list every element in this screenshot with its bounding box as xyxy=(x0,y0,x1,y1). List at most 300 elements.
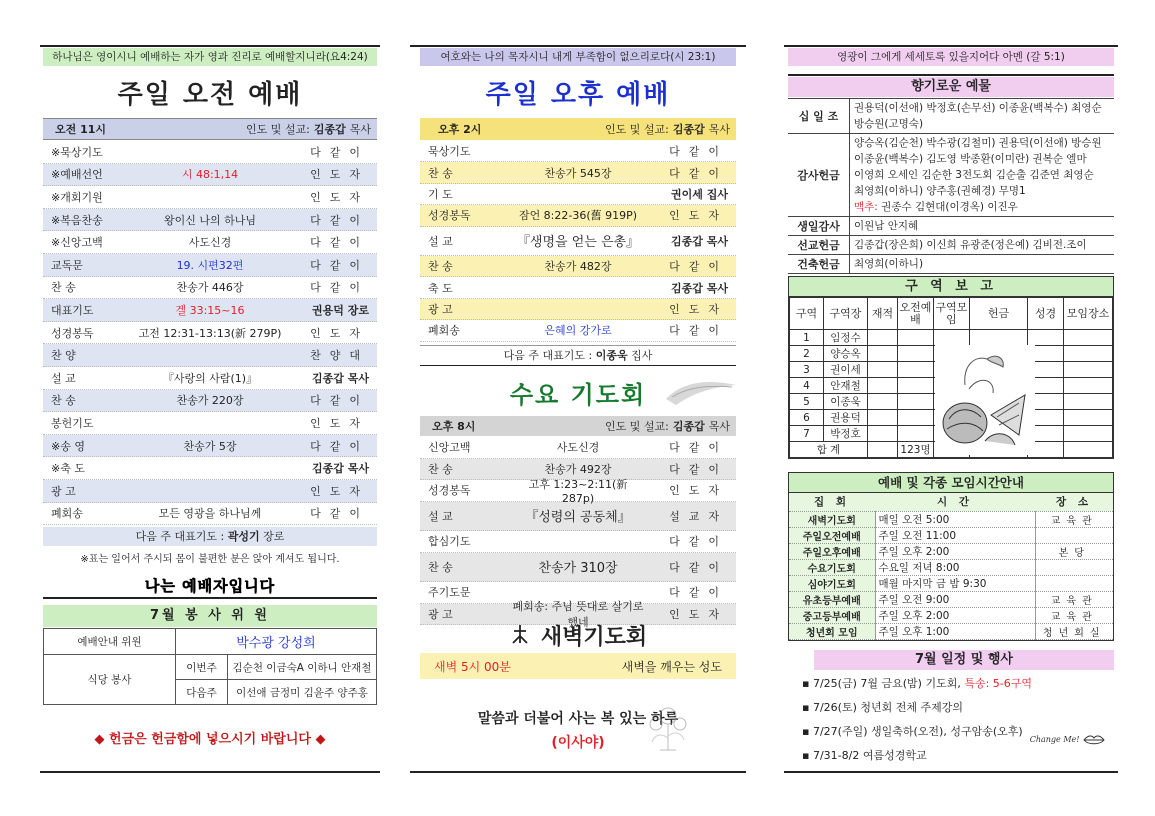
leader-name: 김종갑 xyxy=(672,420,705,433)
top-rule xyxy=(40,45,380,47)
bullet-icon: ▪ xyxy=(802,749,813,762)
order-item: 교독문 xyxy=(51,258,83,272)
schedule-name: 주일오전예배 xyxy=(789,527,875,543)
brush-stroke-icon xyxy=(662,375,738,409)
order-row xyxy=(420,477,736,505)
top-rule xyxy=(410,45,746,47)
district-report xyxy=(788,276,1114,459)
order-leader: 다같이 xyxy=(669,462,728,476)
order-detail: 찬송가 5장 xyxy=(183,439,237,453)
district-header-cell: 구역모임 xyxy=(934,298,970,330)
order-item: 찬 송 xyxy=(51,281,76,295)
leader-label: 인도 및 설교: xyxy=(605,123,669,136)
order-item: 기 도 xyxy=(428,187,453,201)
schedule-name: 청년회 모임 xyxy=(789,623,875,639)
order-item: 광 고 xyxy=(428,607,453,621)
order-item: 성경봉독 xyxy=(428,484,471,498)
bullet-icon: ▪ xyxy=(802,701,813,714)
order-leader: 다같이 xyxy=(669,324,728,338)
district-no: 6 xyxy=(790,410,824,426)
this-week-label: 이번주 xyxy=(176,655,228,680)
offering-name-line: 최영희(이하니) 양주홍(권혜경) 무명1 xyxy=(854,185,1026,197)
schedule-title: 예배 및 각종 모임시간안내 xyxy=(789,473,1113,493)
schedule-header-cell: 집 회 xyxy=(789,493,875,511)
events-list xyxy=(802,672,1114,768)
service-time: 오전 11시 xyxy=(55,123,107,136)
verse-banner: 영광이 그에게 세세토록 있을지어다 아멘 (갈 5:1) xyxy=(788,48,1114,66)
order-leader: 다같이 xyxy=(669,260,728,274)
district-no: 5 xyxy=(790,394,824,410)
bullet-icon: ▪ xyxy=(802,677,813,690)
order-leader: 다같이 xyxy=(310,236,369,250)
order-item: ※축 도 xyxy=(51,462,85,476)
leader-label: 인도 및 설교: xyxy=(246,123,310,136)
order-detail: 은혜의 강가로 xyxy=(544,324,612,338)
order-item: 성경봉독 xyxy=(428,209,471,223)
order-item: 합심기도 xyxy=(428,535,471,549)
order-leader: 설교자 xyxy=(669,509,728,523)
order-leader: 찬양대 xyxy=(310,349,369,363)
order-item: ※복음찬송 xyxy=(51,213,103,227)
schedule-place: 교육관 xyxy=(1035,607,1113,623)
schedule-place: 청년회실 xyxy=(1035,623,1113,639)
district-cell xyxy=(1064,378,1113,394)
order-leader: 김종갑 목사 xyxy=(312,371,369,385)
leader-name: 김종갑 xyxy=(672,123,705,136)
order-item: 찬 송 xyxy=(428,560,453,574)
volunteer-title: 7월 봉 사 위 원 xyxy=(43,605,377,627)
order-item: 폐회송 xyxy=(428,324,460,338)
order-detail: 찬송가 220장 xyxy=(176,394,244,408)
schedule-header-cell: 장 소 xyxy=(1035,493,1113,511)
order-detail: 사도신경 xyxy=(556,441,600,455)
offering-names xyxy=(850,217,1114,235)
offering-name-line: 이영희 오세인 김순한 3전도회 김순출 김준연 최영순 xyxy=(854,169,1094,181)
district-cell xyxy=(898,426,934,442)
district-cell xyxy=(1064,330,1113,346)
order-detail: 모든 영광을 하나님께 xyxy=(158,507,262,521)
order-row xyxy=(43,503,377,526)
district-total-label: 합 계 xyxy=(790,442,868,458)
order-row xyxy=(420,162,736,183)
order-detail: 사도신경 xyxy=(188,236,232,250)
offering-note: ◆ 헌금은 헌금함에 넣으시기 바랍니다 ◆ xyxy=(94,732,326,747)
district-cell xyxy=(1064,426,1113,442)
event-text: 7/26(토) 청년회 전체 주제강의 xyxy=(812,701,963,714)
order-row xyxy=(43,254,377,277)
district-cell xyxy=(898,394,934,410)
district-leader: 안재철 xyxy=(824,378,868,394)
order-row xyxy=(43,435,377,458)
dawn-prayer-header xyxy=(410,620,746,651)
order-row xyxy=(420,184,736,205)
order-item: 폐회송 xyxy=(51,507,83,521)
event-text: 7/31-8/2 여름성경학교 xyxy=(812,749,927,762)
order-detail: 찬송가 492장 xyxy=(544,462,612,476)
district-no: 1 xyxy=(790,330,824,346)
offering-name-line: 권용덕(이선애) 박정호(손무선) 이종윤(백복수) 최영순 xyxy=(854,102,1102,114)
order-leader: 인도자 xyxy=(669,209,728,223)
order-leader: 다같이 xyxy=(310,281,369,295)
district-header-cell: 구역장 xyxy=(824,298,868,330)
order-row xyxy=(43,367,377,390)
schedule-place xyxy=(1035,575,1113,591)
district-header-cell: 구역 xyxy=(790,298,824,330)
order-row xyxy=(420,320,736,341)
schedule-name: 수요기도회 xyxy=(789,559,875,575)
leader-title: 목사 xyxy=(349,123,371,136)
cross-icon xyxy=(509,623,531,648)
order-detail: 『사랑의 사람(1)』 xyxy=(162,371,258,385)
signature-text: Change Me! xyxy=(1029,735,1080,744)
schedule-place: 교육관 xyxy=(1035,591,1113,607)
district-total-value: 123명 xyxy=(898,442,934,458)
next-prayer-title: 집사 xyxy=(631,349,653,362)
district-header-cell: 오전예배 xyxy=(898,298,934,330)
district-leader: 박정호 xyxy=(824,426,868,442)
offering-names xyxy=(850,255,1114,273)
next-prayer-title: 장로 xyxy=(263,530,285,543)
order-row xyxy=(420,141,736,162)
order-detail: 왕이신 나의 하나님 xyxy=(163,213,256,227)
district-no: 3 xyxy=(790,362,824,378)
order-leader: 김종갑 목사 xyxy=(671,281,728,295)
closing-source: (이사야) xyxy=(551,735,605,751)
offering-row xyxy=(788,236,1114,255)
district-cell xyxy=(868,394,898,410)
order-leader: 인도자 xyxy=(310,168,369,182)
next-week-label: 다음주 xyxy=(176,680,228,705)
order-leader: 다같이 xyxy=(310,439,369,453)
district-cell xyxy=(898,362,934,378)
dawn-info xyxy=(420,653,736,679)
order-row xyxy=(43,480,377,503)
order-leader: 인도자 xyxy=(310,326,369,340)
event-text: 7/25(금) 7월 금요(밤) 기도회, xyxy=(812,677,961,690)
district-leader: 양승옥 xyxy=(824,346,868,362)
service-header xyxy=(420,118,736,140)
order-row xyxy=(43,457,377,480)
order-item: 찬 송 xyxy=(428,462,453,476)
order-leader: 다같이 xyxy=(310,145,369,159)
district-cell xyxy=(1064,410,1113,426)
wednesday-time: 오후 8시 xyxy=(432,420,476,433)
order-detail: 시 48:1,14 xyxy=(181,168,239,182)
order-leader: 김종갑 목사 xyxy=(312,462,369,476)
order-detail: 『생명을 얻는 은총』 xyxy=(516,235,640,251)
volunteer-table xyxy=(43,628,377,705)
order-item: ※개회기원 xyxy=(51,190,103,204)
offering-name-line: 이원남 안지혜 xyxy=(854,220,919,232)
district-no: 7 xyxy=(790,426,824,442)
offering-label: 건축헌금 xyxy=(788,255,850,273)
schedule-name: 유초등부예배 xyxy=(789,591,875,607)
order-detail: 찬송가 446장 xyxy=(176,281,244,295)
order-row xyxy=(420,299,736,320)
order-row xyxy=(43,164,377,187)
district-cell xyxy=(934,330,970,346)
schedule-time: 주일 오전 11:00 xyxy=(875,527,1035,543)
order-row xyxy=(43,322,377,345)
order-leader: 인도자 xyxy=(310,416,369,430)
order-row xyxy=(43,277,377,300)
district-no: 4 xyxy=(790,378,824,394)
order-leader: 인도자 xyxy=(669,302,728,316)
events-title: 7월 일정 및 행사 xyxy=(814,650,1114,670)
district-cell xyxy=(868,362,898,378)
district-cell xyxy=(1028,330,1064,346)
order-leader: 다같이 xyxy=(310,507,369,521)
next-prayer-name: 이종욱 xyxy=(595,349,628,362)
district-no: 2 xyxy=(790,346,824,362)
offering-extra xyxy=(854,199,1110,215)
order-leader: 김종갑 목사 xyxy=(671,234,728,248)
schedule-time: 주일 오전 9:00 xyxy=(875,591,1035,607)
this-week-names: 김순천 이금숙A 이하니 안재철 xyxy=(228,655,377,680)
schedule-time: 주일 오후 2:00 xyxy=(875,543,1035,559)
offering-row xyxy=(788,99,1114,134)
usher-label: 예배안내 위원 xyxy=(44,629,176,655)
order-leader: 다같이 xyxy=(669,166,728,180)
order-row xyxy=(43,344,377,367)
offering-extra-names: 권종수 김현대(이경옥) 이진우 xyxy=(881,201,1018,213)
order-detail: 찬송가 482장 xyxy=(544,260,612,274)
order-leader: 인도자 xyxy=(310,484,369,498)
order-row xyxy=(43,231,377,254)
order-leader: 권용덕 장로 xyxy=(312,303,369,317)
dawn-desc: 새벽을 깨우는 성도 xyxy=(621,659,722,674)
schedule-name: 새벽기도회 xyxy=(789,511,875,527)
order-leader: 인도자 xyxy=(669,484,728,498)
offering-name-line: 최영희(이하니) xyxy=(854,258,924,270)
offering-name-line: 양승옥(김순천) 박수광(김철미) 권용덕(이선애) 방승원 xyxy=(854,137,1102,149)
event-highlight: 특송: 5-6구역 xyxy=(964,677,1033,690)
order-item: 설 교 xyxy=(428,234,453,248)
order-item: ※송 영 xyxy=(51,439,85,453)
order-row xyxy=(43,412,377,435)
district-cell xyxy=(868,378,898,394)
offering-title: 향기로운 예물 xyxy=(788,77,1114,97)
order-item: 광 고 xyxy=(51,484,76,498)
bullet-icon: ▪ xyxy=(802,725,813,738)
offering-label: 십 일 조 xyxy=(788,99,850,133)
verse-banner: 여호와는 나의 목자시니 내게 부족함이 없으리로다(시 23:1) xyxy=(420,48,736,66)
order-row xyxy=(43,186,377,209)
district-cell xyxy=(1064,362,1113,378)
offering-label: 생일감사 xyxy=(788,217,850,235)
order-leader: 인도자 xyxy=(310,190,369,204)
kitchen-label: 식당 봉사 xyxy=(44,655,176,705)
offering-name-line: 김종갑(장은희) 이신희 유광준(정은예) 김비전.조이 xyxy=(854,239,1087,251)
order-detail: 고후 1:23~2:11(新 287p) xyxy=(528,477,628,505)
divider xyxy=(43,597,377,599)
order-item: 찬 양 xyxy=(51,349,76,363)
order-row xyxy=(420,553,736,583)
district-cell xyxy=(898,410,934,426)
bottom-rule xyxy=(410,771,746,773)
order-of-service-list xyxy=(420,141,736,342)
order-row xyxy=(43,209,377,232)
next-prayer xyxy=(420,345,736,365)
order-row xyxy=(420,531,736,553)
event-text: 7/27(주일) 생일축하(오전), 성구암송(오후) xyxy=(812,725,1023,738)
offering-names xyxy=(850,134,1114,216)
divider xyxy=(420,365,736,366)
offering-names xyxy=(850,99,1114,133)
order-item: ※예배선언 xyxy=(51,168,103,182)
schedule-time: 매일 오전 5:00 xyxy=(875,511,1035,527)
event-item xyxy=(802,672,1114,696)
district-cell xyxy=(868,330,898,346)
wednesday-order-list xyxy=(420,437,736,629)
schedule-name: 주일오후예배 xyxy=(789,543,875,559)
service-time: 오후 2시 xyxy=(438,123,482,136)
order-row xyxy=(43,299,377,322)
offering-row xyxy=(788,255,1114,274)
schedule-box xyxy=(788,472,1114,641)
district-header-cell: 모임장소 xyxy=(1064,298,1113,330)
order-item: 축 도 xyxy=(428,281,453,295)
order-item: 성경봉독 xyxy=(51,326,94,340)
order-leader: 다같이 xyxy=(310,213,369,227)
leader-name: 김종갑 xyxy=(313,123,346,136)
service-header xyxy=(43,118,377,140)
order-leader: 다같이 xyxy=(669,535,728,549)
order-item: 봉헌기도 xyxy=(51,416,94,430)
order-item: 찬 송 xyxy=(428,260,453,274)
offering-extra-label: 맥추: xyxy=(854,201,878,213)
district-cell xyxy=(868,426,898,442)
wednesday-title: 수요 기도회 xyxy=(509,381,647,409)
next-prayer xyxy=(43,527,377,546)
event-item xyxy=(802,744,1114,768)
dawn-title: 새벽기도회 xyxy=(540,625,648,650)
order-detail: 찬송가 545장 xyxy=(544,166,612,180)
order-leader: 다같이 xyxy=(310,258,369,272)
order-detail: 고전 12:31-13:13(新 279P) xyxy=(138,326,282,340)
order-item: 설 교 xyxy=(428,509,453,523)
offering-name-line: 이종윤(백복수) 김도영 박종환(이미란) 권복순 엘마 xyxy=(854,153,1087,165)
usher-names: 박수광 강성희 xyxy=(176,629,377,655)
offering-label: 감사헌금 xyxy=(788,134,850,216)
order-detail: 폐회송: 주님 뜻대로 살기로 했네 xyxy=(512,599,644,629)
schedule-name: 중고등부예배 xyxy=(789,607,875,623)
district-cell xyxy=(1064,346,1113,362)
order-item: 묵상기도 xyxy=(428,145,471,159)
next-week-names: 이선애 금정미 김윤주 양주홍 xyxy=(228,680,377,705)
district-cell xyxy=(1064,442,1113,458)
order-leader: 다같이 xyxy=(669,145,728,159)
schedule-header-cell: 시 간 xyxy=(875,493,1035,511)
schedule-time: 주일 오후 2:00 xyxy=(875,607,1035,623)
order-detail: 『성령의 공동체』 xyxy=(525,510,631,526)
order-item: 설 교 xyxy=(51,371,76,385)
leader-title: 목사 xyxy=(708,420,730,433)
offering-label: 선교헌금 xyxy=(788,236,850,254)
offering-names xyxy=(850,236,1114,254)
order-detail: 겔 33:15~16 xyxy=(175,303,245,317)
schedule-name: 심야기도회 xyxy=(789,575,875,591)
schedule-time: 주일 오후 1:00 xyxy=(875,623,1035,639)
order-row xyxy=(420,437,736,459)
order-row xyxy=(420,256,736,277)
order-of-service-list xyxy=(43,141,377,525)
order-row xyxy=(43,390,377,413)
district-header-cell: 재적 xyxy=(868,298,898,330)
next-prayer-label: 다음 주 대표기도 : xyxy=(503,349,593,362)
top-rule xyxy=(784,45,1118,47)
order-leader: 다같이 xyxy=(669,560,728,574)
order-row xyxy=(43,141,377,164)
order-row xyxy=(420,502,736,532)
schedule-time: 매월 마지막 금 밤 9:30 xyxy=(875,575,1035,591)
district-leader: 권이세 xyxy=(824,362,868,378)
district-cell xyxy=(970,330,1028,346)
district-cell xyxy=(868,346,898,362)
schedule-time: 수요일 저녁 8:00 xyxy=(875,559,1035,575)
leader-label: 인도 및 설교: xyxy=(605,420,669,433)
district-cell xyxy=(898,346,934,362)
district-header-cell: 성경 xyxy=(1028,298,1064,330)
leader-title: 목사 xyxy=(708,123,730,136)
next-prayer-name: 곽성기 xyxy=(227,530,260,543)
schedule-place: 교육관 xyxy=(1035,511,1113,527)
order-item: 신앙고백 xyxy=(428,441,471,455)
signature xyxy=(1030,734,1106,746)
flower-illustration-icon xyxy=(638,702,698,754)
order-row xyxy=(420,227,736,256)
slogan: 나는 예배자입니다 xyxy=(144,577,276,595)
district-cell xyxy=(898,330,934,346)
order-leader: 다같이 xyxy=(669,586,728,600)
event-item xyxy=(802,696,1114,720)
wednesday-header xyxy=(420,416,736,436)
district-cell xyxy=(1064,394,1113,410)
order-item: 찬 송 xyxy=(428,166,453,180)
order-item: 주기도문 xyxy=(428,586,471,600)
divider xyxy=(788,74,1114,76)
district-header-cell: 헌금 xyxy=(970,298,1028,330)
bottom-rule xyxy=(784,771,1118,773)
offering-list xyxy=(788,98,1114,274)
standing-note: ※표는 일어서 주시되 몸이 불편한 분은 앉아 계셔도 됩니다. xyxy=(80,554,340,565)
order-item: 찬 송 xyxy=(51,394,76,408)
order-item: ※묵상기도 xyxy=(51,145,103,159)
offering-row xyxy=(788,217,1114,236)
schedule-table xyxy=(789,493,1113,640)
order-detail: 19. 시편32편 xyxy=(176,258,244,272)
order-leader: 인도자 xyxy=(669,607,728,621)
order-item: ※신앙고백 xyxy=(51,236,103,250)
order-detail: 잠언 8:22-36(舊 919P) xyxy=(518,209,638,223)
order-leader: 다같이 xyxy=(310,394,369,408)
district-leader: 권용덕 xyxy=(824,410,868,426)
lips-icon xyxy=(1082,734,1106,746)
district-title: 구 역 보 고 xyxy=(789,277,1113,297)
district-cell xyxy=(898,378,934,394)
dawn-time: 새벽 5시 00분 xyxy=(434,659,511,674)
watermelon-illustration-icon xyxy=(935,345,1035,455)
verse-banner: 하나님은 영이시니 예배하는 자가 영과 진리로 예배할지니라(요4:24) xyxy=(43,48,377,66)
district-cell xyxy=(868,442,898,458)
closing-line: 말씀과 더불어 사는 복 있는 하루 xyxy=(477,711,679,727)
order-leader: 권이세 집사 xyxy=(671,187,728,201)
district-leader: 이종욱 xyxy=(824,394,868,410)
order-row xyxy=(420,277,736,298)
bottom-rule xyxy=(40,771,380,773)
page-title: 주일 오후 예배 xyxy=(485,80,671,110)
order-row xyxy=(420,205,736,226)
